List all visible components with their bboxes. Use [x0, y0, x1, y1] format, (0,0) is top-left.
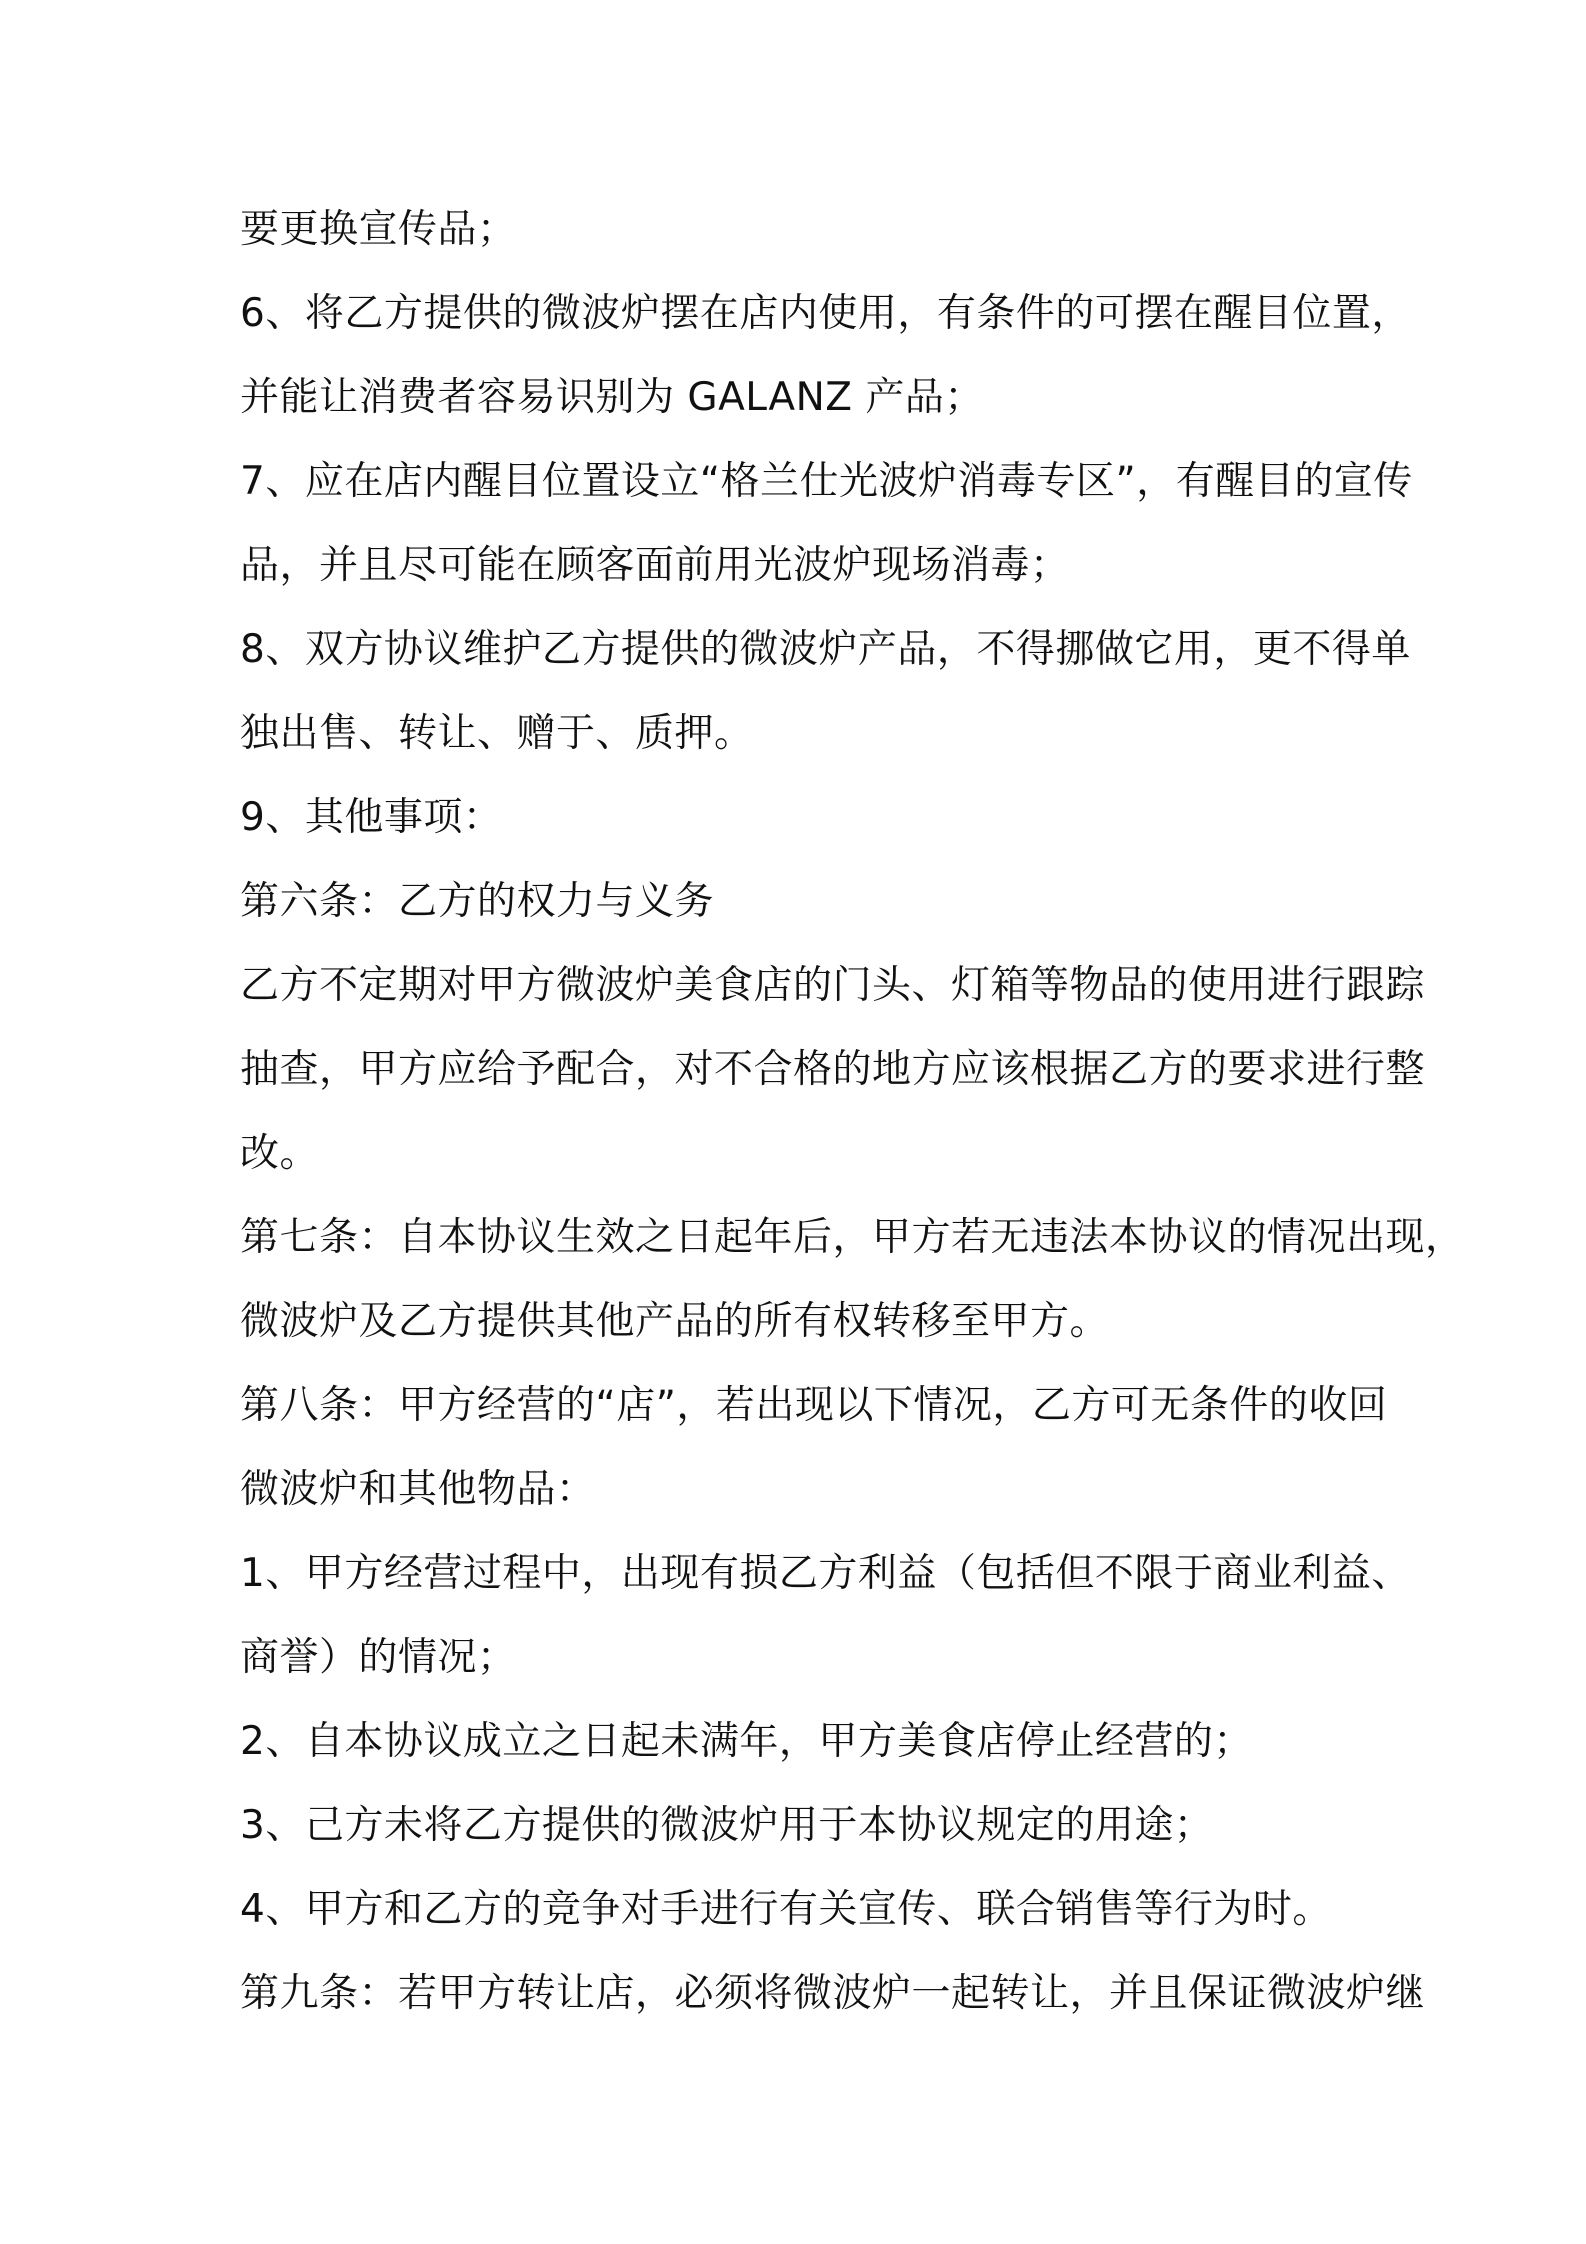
- section-heading: 第六条：乙方的权力与义务: [240, 879, 715, 924]
- text-line: 第九条：若甲方转让店，必须将微波炉一起转让，并且保证微波炉继: [240, 1971, 1426, 2016]
- document-page: [240, 188, 1465, 2036]
- text-line: 并能让消费者容易识别为 GALANZ 产品；: [240, 375, 984, 420]
- text-line: 商誉）的情况；: [240, 1635, 517, 1680]
- text-line: 4、甲方和乙方的竞争对手进行有关宣传、联合销售等行为时。: [240, 1887, 1332, 1932]
- text-line: 第七条：自本协议生效之日起年后，甲方若无违法本协议的情况出现，: [240, 1215, 1465, 1260]
- text-line: 微波炉和其他物品：: [240, 1467, 596, 1512]
- text-line: 品，并且尽可能在顾客面前用光波炉现场消毒；: [240, 543, 1070, 588]
- text-line: 1、甲方经营过程中，出现有损乙方利益（包括但不限于商业利益、: [240, 1551, 1411, 1596]
- text-line: 独出售、转让、赠于、质押。: [240, 711, 754, 756]
- text-line: 要更换宣传品；: [240, 207, 517, 252]
- text-line: 第八条：甲方经营的“店”，若出现以下情况，乙方可无条件的收回: [240, 1383, 1388, 1428]
- text-line: 9、其他事项：: [240, 795, 503, 840]
- text-line: 乙方不定期对甲方微波炉美食店的门头、灯箱等物品的使用进行跟踪: [240, 963, 1426, 1008]
- text-line: 3、己方未将乙方提供的微波炉用于本协议规定的用途；: [240, 1803, 1214, 1848]
- text-line: 8、双方协议维护乙方提供的微波炉产品，不得挪做它用，更不得单: [240, 627, 1411, 672]
- text-line: 6、将乙方提供的微波炉摆在店内使用，有条件的可摆在醒目位置，: [240, 291, 1411, 336]
- text-line: 2、自本协议成立之日起未满年，甲方美食店停止经营的；: [240, 1719, 1253, 1764]
- text-line: 7、应在店内醒目位置设立“格兰仕光波炉消毒专区”，有醒目的宣传: [240, 459, 1413, 504]
- text-line: 抽查，甲方应给予配合，对不合格的地方应该根据乙方的要求进行整: [240, 1047, 1426, 1092]
- text-line: 改。: [240, 1131, 320, 1176]
- text-line: 微波炉及乙方提供其他产品的所有权转移至甲方。: [240, 1299, 1110, 1344]
